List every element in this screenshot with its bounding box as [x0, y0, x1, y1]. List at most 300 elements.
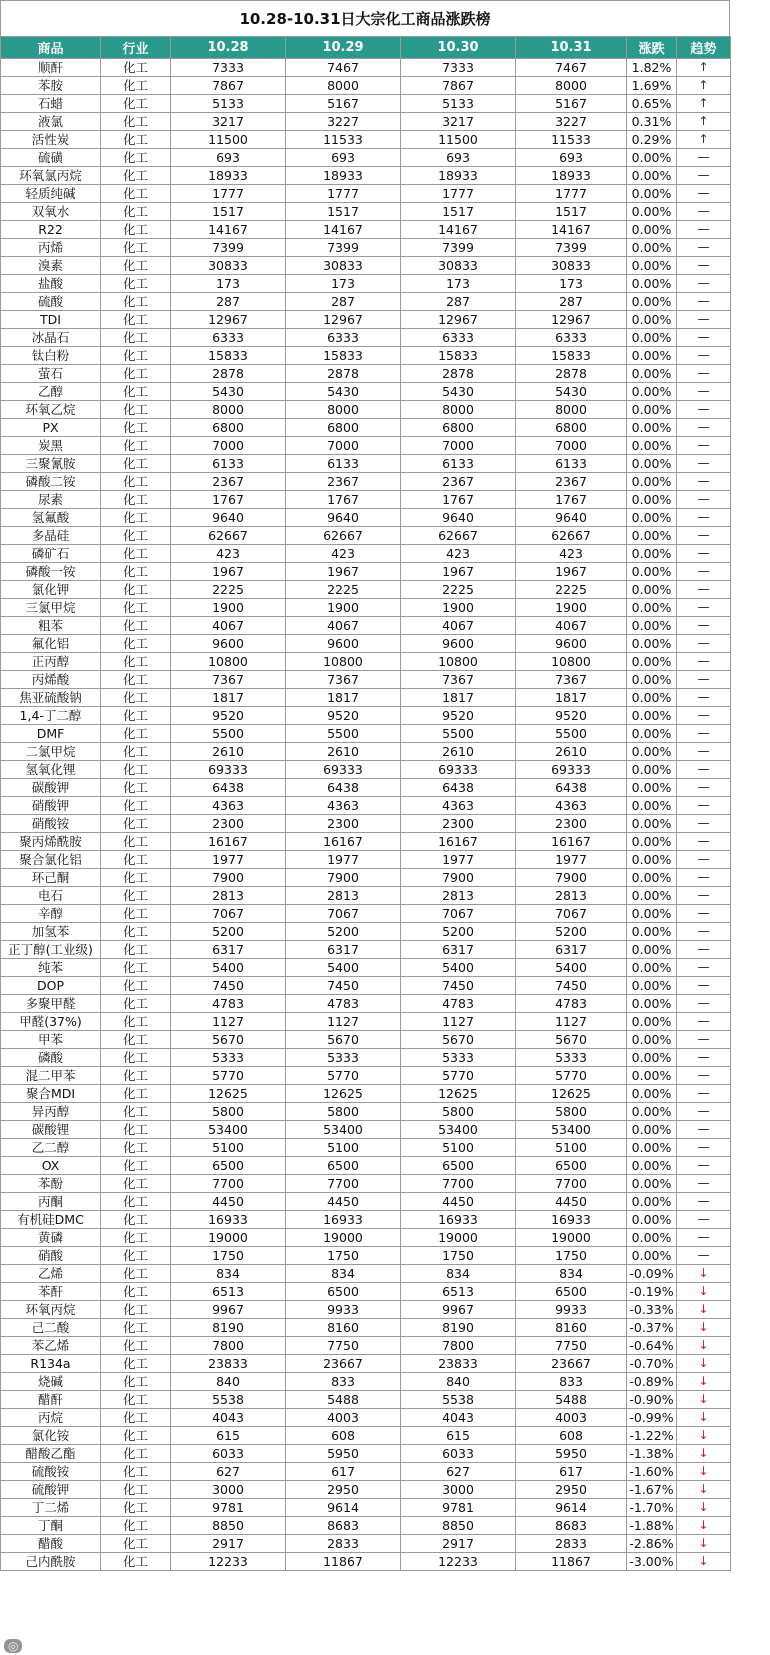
price-1030-cell: 15833	[401, 347, 516, 365]
price-1028-cell: 6317	[171, 941, 286, 959]
commodity-cell: 硫酸	[1, 293, 101, 311]
arrow-down-icon: ↓	[698, 1410, 709, 1424]
trend-cell	[677, 167, 731, 185]
industry-cell: 化工	[101, 869, 171, 887]
industry-cell: 化工	[101, 779, 171, 797]
price-1030-cell: 7067	[401, 905, 516, 923]
commodity-cell: 顺酐	[1, 59, 101, 77]
commodity-cell: 正丁醇(工业级)	[1, 941, 101, 959]
change-cell: 0.00%	[627, 401, 677, 419]
industry-cell: 化工	[101, 1211, 171, 1229]
industry-cell: 化工	[101, 1013, 171, 1031]
price-1031-cell: 12625	[516, 1085, 627, 1103]
price-1028-cell: 840	[171, 1373, 286, 1391]
price-1029-cell: 5430	[286, 383, 401, 401]
dash-icon: —	[697, 762, 710, 776]
price-1031-cell: 7067	[516, 905, 627, 923]
price-1028-cell: 1977	[171, 851, 286, 869]
commodity-cell: 环己酮	[1, 869, 101, 887]
dash-icon: —	[697, 546, 710, 560]
price-1031-cell: 6333	[516, 329, 627, 347]
commodity-cell: 丙酮	[1, 1193, 101, 1211]
trend-cell	[677, 815, 731, 833]
industry-cell: 化工	[101, 617, 171, 635]
trend-cell	[677, 689, 731, 707]
table-row	[1, 869, 731, 887]
price-1031-cell: 53400	[516, 1121, 627, 1139]
price-1029-cell: 7467	[286, 59, 401, 77]
table-row	[1, 185, 731, 203]
price-1029-cell: 23667	[286, 1355, 401, 1373]
change-cell: 0.00%	[627, 527, 677, 545]
commodity-cell: R134a	[1, 1355, 101, 1373]
price-1029-cell: 423	[286, 545, 401, 563]
price-1028-cell: 5400	[171, 959, 286, 977]
header-date-1030: 10.30	[401, 37, 516, 59]
change-cell: -1.70%	[627, 1499, 677, 1517]
industry-cell: 化工	[101, 1247, 171, 1265]
industry-cell: 化工	[101, 473, 171, 491]
dash-icon: —	[697, 474, 710, 488]
industry-cell: 化工	[101, 563, 171, 581]
price-1028-cell: 4450	[171, 1193, 286, 1211]
commodity-cell: 氯化钾	[1, 581, 101, 599]
table-row	[1, 59, 731, 77]
trend-cell	[677, 1409, 731, 1427]
commodity-cell: 盐酸	[1, 275, 101, 293]
dash-icon: —	[697, 672, 710, 686]
price-1028-cell: 11500	[171, 131, 286, 149]
commodity-cell: 硫磺	[1, 149, 101, 167]
price-1028-cell: 5430	[171, 383, 286, 401]
price-1030-cell: 423	[401, 545, 516, 563]
change-cell: -0.70%	[627, 1355, 677, 1373]
price-1031-cell: 2610	[516, 743, 627, 761]
price-1028-cell: 834	[171, 1265, 286, 1283]
table-row	[1, 347, 731, 365]
price-1031-cell: 7367	[516, 671, 627, 689]
table-row	[1, 905, 731, 923]
trend-cell	[677, 851, 731, 869]
dash-icon: —	[697, 690, 710, 704]
table-row	[1, 941, 731, 959]
change-cell: 0.00%	[627, 869, 677, 887]
price-1028-cell: 6500	[171, 1157, 286, 1175]
trend-cell	[677, 275, 731, 293]
price-1030-cell: 7700	[401, 1175, 516, 1193]
table-row	[1, 1391, 731, 1409]
price-1029-cell: 5200	[286, 923, 401, 941]
price-1030-cell: 1777	[401, 185, 516, 203]
industry-cell: 化工	[101, 725, 171, 743]
price-1030-cell: 4067	[401, 617, 516, 635]
table-row	[1, 1121, 731, 1139]
dash-icon: —	[697, 870, 710, 884]
price-1030-cell: 7000	[401, 437, 516, 455]
price-1029-cell: 1127	[286, 1013, 401, 1031]
change-cell: 0.00%	[627, 923, 677, 941]
price-1030-cell: 4783	[401, 995, 516, 1013]
arrow-down-icon: ↓	[698, 1338, 709, 1352]
price-1029-cell: 693	[286, 149, 401, 167]
price-1029-cell: 10800	[286, 653, 401, 671]
trend-cell	[677, 1013, 731, 1031]
price-1030-cell: 7333	[401, 59, 516, 77]
table-row	[1, 1463, 731, 1481]
table-row	[1, 473, 731, 491]
industry-cell: 化工	[101, 833, 171, 851]
commodity-cell: R22	[1, 221, 101, 239]
industry-cell: 化工	[101, 653, 171, 671]
industry-cell: 化工	[101, 221, 171, 239]
price-1029-cell: 69333	[286, 761, 401, 779]
price-1030-cell: 3217	[401, 113, 516, 131]
table-row	[1, 221, 731, 239]
table-row	[1, 167, 731, 185]
price-1031-cell: 18933	[516, 167, 627, 185]
price-1030-cell: 9600	[401, 635, 516, 653]
price-1028-cell: 423	[171, 545, 286, 563]
trend-cell	[677, 941, 731, 959]
price-1030-cell: 30833	[401, 257, 516, 275]
commodity-cell: 丙烯酸	[1, 671, 101, 689]
price-1031-cell: 6317	[516, 941, 627, 959]
price-1031-cell: 4783	[516, 995, 627, 1013]
industry-cell: 化工	[101, 995, 171, 1013]
price-1029-cell: 5333	[286, 1049, 401, 1067]
dash-icon: —	[697, 312, 710, 326]
trend-cell	[677, 1229, 731, 1247]
trend-cell	[677, 1427, 731, 1445]
price-1030-cell: 6033	[401, 1445, 516, 1463]
price-1031-cell: 6500	[516, 1283, 627, 1301]
price-1030-cell: 1517	[401, 203, 516, 221]
price-1029-cell: 6500	[286, 1283, 401, 1301]
industry-cell: 化工	[101, 1427, 171, 1445]
dash-icon: —	[697, 294, 710, 308]
watermark: ◎	[4, 1639, 22, 1653]
price-1031-cell: 9640	[516, 509, 627, 527]
change-cell: 0.31%	[627, 113, 677, 131]
price-1029-cell: 6800	[286, 419, 401, 437]
price-1031-cell: 9614	[516, 1499, 627, 1517]
price-1029-cell: 11533	[286, 131, 401, 149]
industry-cell: 化工	[101, 1229, 171, 1247]
commodity-cell: 三氯甲烷	[1, 599, 101, 617]
industry-cell: 化工	[101, 1265, 171, 1283]
industry-cell: 化工	[101, 311, 171, 329]
arrow-down-icon: ↓	[698, 1320, 709, 1334]
dash-icon: —	[697, 780, 710, 794]
trend-cell	[677, 1499, 731, 1517]
dash-icon: —	[697, 330, 710, 344]
trend-cell	[677, 1175, 731, 1193]
price-1030-cell: 8850	[401, 1517, 516, 1535]
change-cell: -0.64%	[627, 1337, 677, 1355]
change-cell: 0.00%	[627, 1247, 677, 1265]
price-1030-cell: 5133	[401, 95, 516, 113]
table-row	[1, 1283, 731, 1301]
trend-cell	[677, 131, 731, 149]
industry-cell: 化工	[101, 1085, 171, 1103]
price-1029-cell: 5800	[286, 1103, 401, 1121]
price-1028-cell: 69333	[171, 761, 286, 779]
table-row	[1, 1157, 731, 1175]
trend-cell	[677, 1067, 731, 1085]
price-1029-cell: 53400	[286, 1121, 401, 1139]
price-1031-cell: 5100	[516, 1139, 627, 1157]
price-1028-cell: 15833	[171, 347, 286, 365]
price-1028-cell: 6438	[171, 779, 286, 797]
price-1029-cell: 2813	[286, 887, 401, 905]
table-row	[1, 383, 731, 401]
dash-icon: —	[697, 1104, 710, 1118]
commodity-cell: 硫酸钾	[1, 1481, 101, 1499]
change-cell: -0.90%	[627, 1391, 677, 1409]
industry-cell: 化工	[101, 59, 171, 77]
trend-cell	[677, 1301, 731, 1319]
table-row	[1, 239, 731, 257]
price-1029-cell: 5500	[286, 725, 401, 743]
price-1029-cell: 5100	[286, 1139, 401, 1157]
commodity-cell: OX	[1, 1157, 101, 1175]
change-cell: 0.00%	[627, 293, 677, 311]
industry-cell: 化工	[101, 815, 171, 833]
commodity-cell: 环氧丙烷	[1, 1301, 101, 1319]
table-row	[1, 617, 731, 635]
trend-cell	[677, 581, 731, 599]
price-1028-cell: 4363	[171, 797, 286, 815]
industry-cell: 化工	[101, 113, 171, 131]
change-cell: 0.00%	[627, 383, 677, 401]
change-cell: 0.00%	[627, 167, 677, 185]
table-body	[1, 59, 731, 1571]
table-row	[1, 1373, 731, 1391]
price-1028-cell: 6333	[171, 329, 286, 347]
price-1031-cell: 8000	[516, 401, 627, 419]
price-1031-cell: 5400	[516, 959, 627, 977]
price-1030-cell: 4043	[401, 1409, 516, 1427]
price-1028-cell: 9520	[171, 707, 286, 725]
table-row	[1, 293, 731, 311]
price-1029-cell: 6333	[286, 329, 401, 347]
dash-icon: —	[697, 1158, 710, 1172]
commodity-cell: 双氧水	[1, 203, 101, 221]
price-1029-cell: 9640	[286, 509, 401, 527]
price-1030-cell: 8000	[401, 401, 516, 419]
commodity-cell: 环氧乙烷	[1, 401, 101, 419]
industry-cell: 化工	[101, 1283, 171, 1301]
table-row	[1, 977, 731, 995]
trend-cell	[677, 473, 731, 491]
price-1031-cell: 5167	[516, 95, 627, 113]
change-cell: 0.00%	[627, 653, 677, 671]
price-1030-cell: 9520	[401, 707, 516, 725]
price-1030-cell: 1767	[401, 491, 516, 509]
price-1030-cell: 10800	[401, 653, 516, 671]
price-1029-cell: 12967	[286, 311, 401, 329]
change-cell: 0.00%	[627, 725, 677, 743]
change-cell: 0.00%	[627, 779, 677, 797]
arrow-down-icon: ↓	[698, 1518, 709, 1532]
table-row	[1, 815, 731, 833]
price-1029-cell: 62667	[286, 527, 401, 545]
price-1030-cell: 14167	[401, 221, 516, 239]
price-1028-cell: 3217	[171, 113, 286, 131]
arrow-down-icon: ↓	[698, 1554, 709, 1568]
trend-cell	[677, 797, 731, 815]
price-1029-cell: 5488	[286, 1391, 401, 1409]
price-1030-cell: 12625	[401, 1085, 516, 1103]
price-1029-cell: 9614	[286, 1499, 401, 1517]
price-1028-cell: 8000	[171, 401, 286, 419]
price-1031-cell: 5333	[516, 1049, 627, 1067]
trend-cell	[677, 401, 731, 419]
commodity-cell: 甲醛(37%)	[1, 1013, 101, 1031]
price-1031-cell: 6438	[516, 779, 627, 797]
arrow-up-icon: ↑	[698, 60, 709, 74]
table-row	[1, 77, 731, 95]
change-cell: -1.67%	[627, 1481, 677, 1499]
dash-icon: —	[697, 726, 710, 740]
price-1031-cell: 11533	[516, 131, 627, 149]
industry-cell: 化工	[101, 1409, 171, 1427]
price-1030-cell: 2813	[401, 887, 516, 905]
industry-cell: 化工	[101, 707, 171, 725]
price-1030-cell: 7367	[401, 671, 516, 689]
trend-cell	[677, 1391, 731, 1409]
change-cell: 0.00%	[627, 221, 677, 239]
table-row	[1, 1337, 731, 1355]
dash-icon: —	[697, 1230, 710, 1244]
change-cell: 0.00%	[627, 797, 677, 815]
industry-cell: 化工	[101, 1535, 171, 1553]
price-1031-cell: 7750	[516, 1337, 627, 1355]
table-row	[1, 689, 731, 707]
price-1028-cell: 53400	[171, 1121, 286, 1139]
price-1031-cell: 7900	[516, 869, 627, 887]
dash-icon: —	[697, 906, 710, 920]
price-1031-cell: 5430	[516, 383, 627, 401]
table-row	[1, 1247, 731, 1265]
commodity-cell: 聚合氯化铝	[1, 851, 101, 869]
dash-icon: —	[697, 1014, 710, 1028]
industry-cell: 化工	[101, 149, 171, 167]
price-1029-cell: 7700	[286, 1175, 401, 1193]
commodity-cell: 氢氟酸	[1, 509, 101, 527]
table-row	[1, 1499, 731, 1517]
price-1031-cell: 1750	[516, 1247, 627, 1265]
price-1028-cell: 6033	[171, 1445, 286, 1463]
trend-cell	[677, 1103, 731, 1121]
price-1031-cell: 7399	[516, 239, 627, 257]
trend-cell	[677, 59, 731, 77]
price-1028-cell: 5770	[171, 1067, 286, 1085]
trend-cell	[677, 293, 731, 311]
price-1028-cell: 5133	[171, 95, 286, 113]
price-1031-cell: 5670	[516, 1031, 627, 1049]
price-1028-cell: 2300	[171, 815, 286, 833]
industry-cell: 化工	[101, 545, 171, 563]
trend-cell	[677, 185, 731, 203]
dash-icon: —	[697, 456, 710, 470]
commodity-cell: 轻质纯碱	[1, 185, 101, 203]
table-row	[1, 995, 731, 1013]
trend-cell	[677, 1283, 731, 1301]
industry-cell: 化工	[101, 1139, 171, 1157]
table-row	[1, 1517, 731, 1535]
table-row	[1, 635, 731, 653]
industry-cell: 化工	[101, 239, 171, 257]
price-1030-cell: 69333	[401, 761, 516, 779]
price-1030-cell: 1900	[401, 599, 516, 617]
trend-cell	[677, 1031, 731, 1049]
trend-cell	[677, 617, 731, 635]
industry-cell: 化工	[101, 347, 171, 365]
price-1028-cell: 7333	[171, 59, 286, 77]
price-1029-cell: 30833	[286, 257, 401, 275]
change-cell: 0.00%	[627, 1013, 677, 1031]
price-1030-cell: 2917	[401, 1535, 516, 1553]
price-1028-cell: 693	[171, 149, 286, 167]
change-cell: 0.00%	[627, 329, 677, 347]
price-1028-cell: 18933	[171, 167, 286, 185]
price-1028-cell: 7800	[171, 1337, 286, 1355]
price-1028-cell: 23833	[171, 1355, 286, 1373]
change-cell: 0.00%	[627, 905, 677, 923]
price-1028-cell: 6513	[171, 1283, 286, 1301]
trend-cell	[677, 527, 731, 545]
table-row	[1, 653, 731, 671]
commodity-cell: 醋酸	[1, 1535, 101, 1553]
trend-cell	[677, 257, 731, 275]
arrow-up-icon: ↑	[698, 78, 709, 92]
industry-cell: 化工	[101, 1157, 171, 1175]
price-1030-cell: 16167	[401, 833, 516, 851]
table-row	[1, 1031, 731, 1049]
change-cell: 0.00%	[627, 1085, 677, 1103]
price-1029-cell: 2225	[286, 581, 401, 599]
price-1028-cell: 62667	[171, 527, 286, 545]
price-1028-cell: 16167	[171, 833, 286, 851]
price-1029-cell: 4783	[286, 995, 401, 1013]
price-1031-cell: 7467	[516, 59, 627, 77]
dash-icon: —	[697, 402, 710, 416]
industry-cell: 化工	[101, 905, 171, 923]
arrow-up-icon: ↑	[698, 114, 709, 128]
commodity-cell: 乙二醇	[1, 1139, 101, 1157]
dash-icon: —	[697, 816, 710, 830]
price-1028-cell: 7399	[171, 239, 286, 257]
price-1028-cell: 9640	[171, 509, 286, 527]
dash-icon: —	[697, 834, 710, 848]
commodity-cell: 冰晶石	[1, 329, 101, 347]
commodity-cell: 有机硅DMC	[1, 1211, 101, 1229]
price-1028-cell: 1517	[171, 203, 286, 221]
commodity-cell: 1,4-丁二醇	[1, 707, 101, 725]
price-1029-cell: 15833	[286, 347, 401, 365]
dash-icon: —	[697, 186, 710, 200]
trend-cell	[677, 725, 731, 743]
trend-cell	[677, 1481, 731, 1499]
price-1028-cell: 4067	[171, 617, 286, 635]
commodity-cell: 石蜡	[1, 95, 101, 113]
trend-cell	[677, 1373, 731, 1391]
arrow-up-icon: ↑	[698, 96, 709, 110]
price-1028-cell: 12625	[171, 1085, 286, 1103]
trend-cell	[677, 437, 731, 455]
price-1031-cell: 1127	[516, 1013, 627, 1031]
